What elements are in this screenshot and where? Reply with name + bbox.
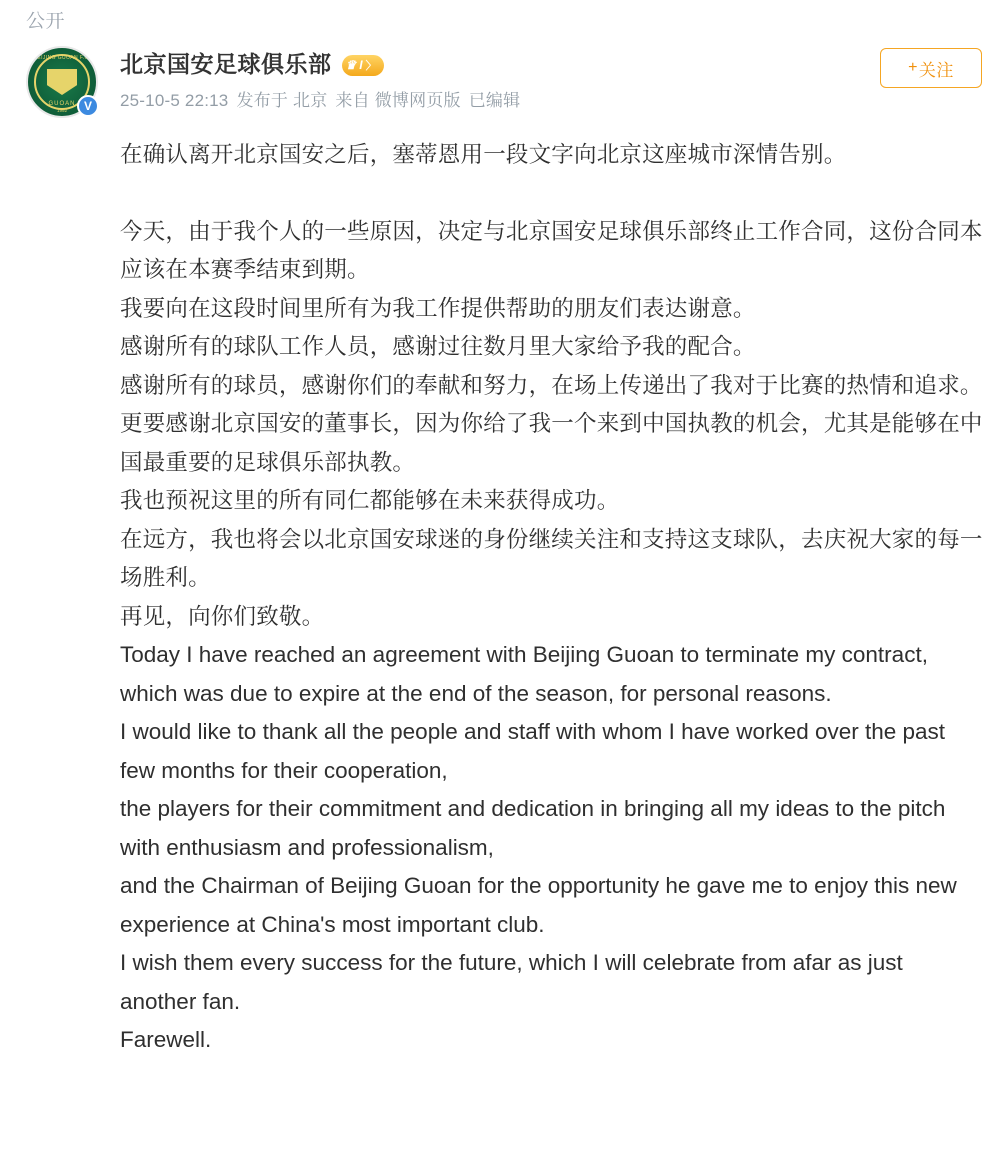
post-header [0, 44, 1006, 118]
post-paragraph-en: the players for their commitment and dedication in bringing all my ideas to the pitch with enthusiasm and professionalism, [120, 796, 946, 860]
post-paragraph: 我要向在这段时间里所有为我工作提供帮助的朋友们表达谢意。 [120, 295, 756, 321]
post-paragraph: 感谢所有的球队工作人员，感谢过往数月里大家给予我的配合。 [120, 334, 756, 359]
follow-button[interactable] [880, 48, 982, 88]
post-paragraph: 更要感谢北京国安的董事长，因为你给了我一个来到中国执教的机会，尤其是能够在中国最重要的足球俱乐部执教。 [120, 411, 983, 475]
header-text [120, 44, 982, 113]
post-paragraph-en: Farewell. [120, 1027, 212, 1052]
post-location: 发布于 北京 [236, 91, 328, 110]
avatar-year-text: 1992 [56, 108, 67, 113]
post-paragraph-en: I wish them every success for the future, which I will celebrate from afar as just another fan. [120, 950, 903, 1014]
post-intro: 在确认离开北京国安之后，塞蒂恩用一段文字向北京这座城市深情告别。 [120, 142, 847, 167]
visibility-label: 公开 [26, 11, 66, 32]
crown-icon: ♛ [345, 58, 357, 72]
post-paragraph: 今天，由于我个人的一些原因，决定与北京国安足球俱乐部终止工作合同，这份合同本应该在本赛季结束到期。 [120, 218, 983, 282]
post-paragraph-en: I would like to thank all the people and staff with whom I have worked over the past few months for their cooperation, [120, 719, 946, 783]
post-paragraph-en: Today I have reached an agreement with Beijing Guoan to terminate my contract, which was due to expire at the end of the season, for personal reasons. [120, 642, 928, 706]
member-level-badge[interactable] [342, 55, 384, 76]
plus-icon: + [908, 59, 918, 76]
post-meta [120, 89, 982, 113]
avatar[interactable] [26, 46, 98, 118]
post-paragraph: 再见，向你们致敬。 [120, 603, 325, 629]
member-level-value: I [359, 58, 363, 72]
verified-badge-icon: V [77, 95, 99, 117]
post-paragraph: 我也预祝这里的所有同仁都能够在未来获得成功。 [120, 488, 620, 513]
post-source[interactable]: 来自 微博网页版 [335, 91, 461, 110]
avatar-bottom-text: GUOAN [48, 101, 76, 107]
post-body [0, 118, 1006, 1060]
chevron-right-icon: 〉 [365, 60, 377, 72]
account-name[interactable]: 北京国安足球俱乐部 [120, 51, 332, 77]
post-paragraph: 在远方，我也将会以北京国安球迷的身份继续关注和支持这支球队，去庆祝大家的每一场胜利。 [120, 526, 983, 590]
avatar-top-text: BEIJING GUOAN F.C. [33, 55, 91, 61]
follow-button-label: 关注 [918, 60, 954, 80]
post-paragraph: 感谢所有的球员，感谢你们的奉献和努力，在场上传递出了我对于比赛的热情和追求。 [120, 372, 983, 398]
name-row [120, 48, 982, 80]
visibility-bar [0, 0, 1006, 44]
post-paragraph-en: and the Chairman of Beijing Guoan for the opportunity he gave me to enjoy this new experience at China's most important club. [120, 873, 957, 937]
post-spacer [120, 175, 984, 213]
post-timestamp: 25-10-5 22:13 [120, 91, 229, 110]
post-edited-flag: 已编辑 [468, 91, 521, 110]
